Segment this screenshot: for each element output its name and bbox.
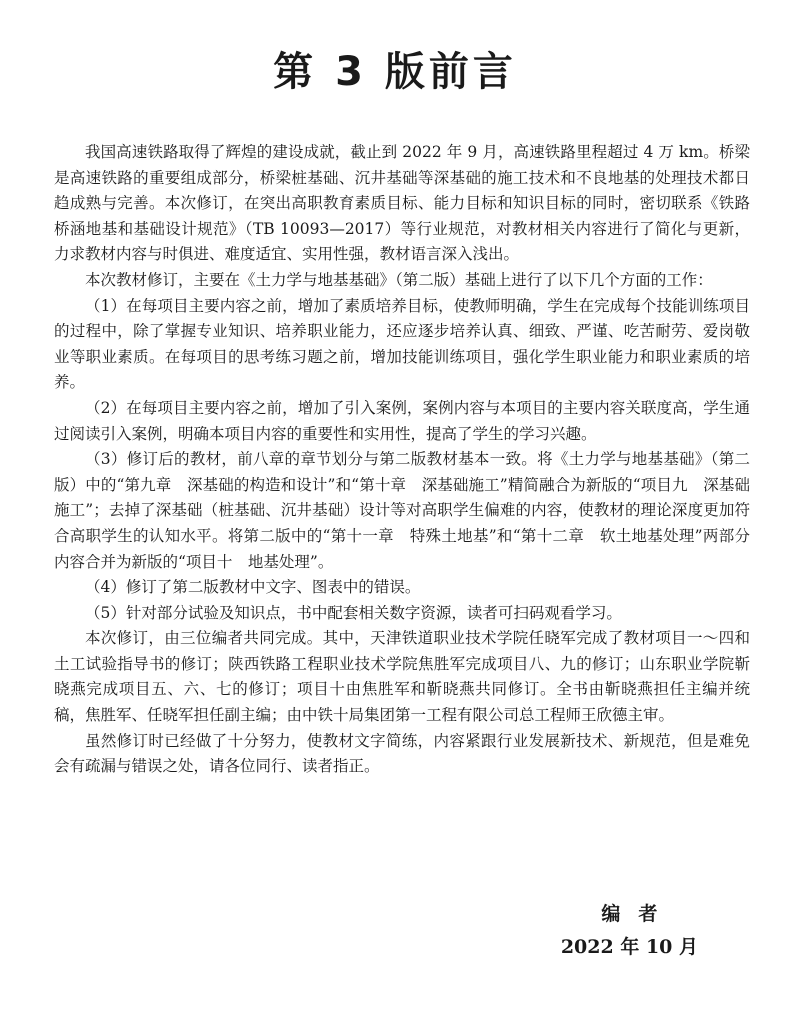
paragraph-item-3: （3）修订后的教材，前八章的章节划分与第二版教材基本一致。将《土力学与地基基础》（第二版）中的“第九章 深基础的构造和设计”和“第十章 深基础施工”精简融合为新版的“项目九 深基础施工”；去掉了深基础（桩基础、沉井基础）设计等对高职学生偏难的内容，使教材的理论深度更加符合高职学生的认知水平。将第二版中的“第十一章 特殊土地基”和“第十二章 软土地基处理”两部分内容合并为新版的“项目十 地基处理”。 [54,450,750,571]
signature-block [561,898,698,964]
signature-date: 2022 年 10 月 [560,936,698,958]
paragraph-authors: 本次修订，由三位编者共同完成。其中，天津铁道职业技术学院任晓军完成了教材项目一～四和土工试验指导书的修订；陕西铁路工程职业技术学院焦胜军完成项目八、九的修订；山东职业学院靳晓燕完成项目五、六、七的修订；项目十由焦胜军和靳晓燕共同修订。全书由靳晓燕担任主编并统稿，焦胜军、任晓军担任副主编；由中铁十局集团第一工程有限公司总工程师王欣德主审。 [54,629,750,725]
paragraph-revision-scope: 本次教材修订，主要在《土力学与地基基础》（第二版）基础上进行了以下几个方面的工作： [85,270,713,289]
paragraph-intro: 我国高速铁路取得了辉煌的建设成就，截止到 2022 年 9 月，高速铁路里程超过 4 万 km。桥梁是高速铁路的重要组成部分，桥梁桩基础、沉井基础等深基础的施工技术和不良地基的处理技术都日趋成熟与完善。本次修订，在突出高职教育素质目标、能力目标和知识目标的同时，密切联系《铁路桥涵地基和基础设计规范》（TB 10093—2017）等行业规范，对教材相关内容进行了简化与更新，力求教材内容与时俱进、难度适宜、实用性强，教材语言深入浅出。 [54,143,750,264]
paragraph-item-5: （5）针对部分试验及知识点，书中配套相关数字资源，读者可扫码观看学习。 [85,603,622,622]
preface-body [54,140,750,780]
signature-author: 编者 [601,903,676,925]
page-title: 第 3 版前言 [273,49,517,95]
paragraph-item-4: （4）修订了第二版教材中文字、图表中的错误。 [85,578,421,597]
paragraph-item-2: （2）在每项目主要内容之前，增加了引入案例，案例内容与本项目的主要内容关联度高，学生通过阅读引入案例，明确本项目内容的重要性和实用性，提高了学生的学习兴趣。 [54,398,750,443]
paragraph-closing: 虽然修订时已经做了十分努力，使教材文字简练，内容紧跟行业发展新技术、新规范，但是难免会有疏漏与错误之处，请各位同行、读者指正。 [54,731,750,776]
paragraph-item-1: （1）在每项目主要内容之前，增加了素质培养目标，使教师明确，学生在完成每个技能训练项目的过程中，除了掌握专业知识、培养职业能力，还应逐步培养认真、细致、严谨、吃苦耐劳、爱岗敬业等职业素质。在每项目的思考练习题之前，增加技能训练项目，强化学生职业能力和职业素质的培养。 [54,296,750,392]
